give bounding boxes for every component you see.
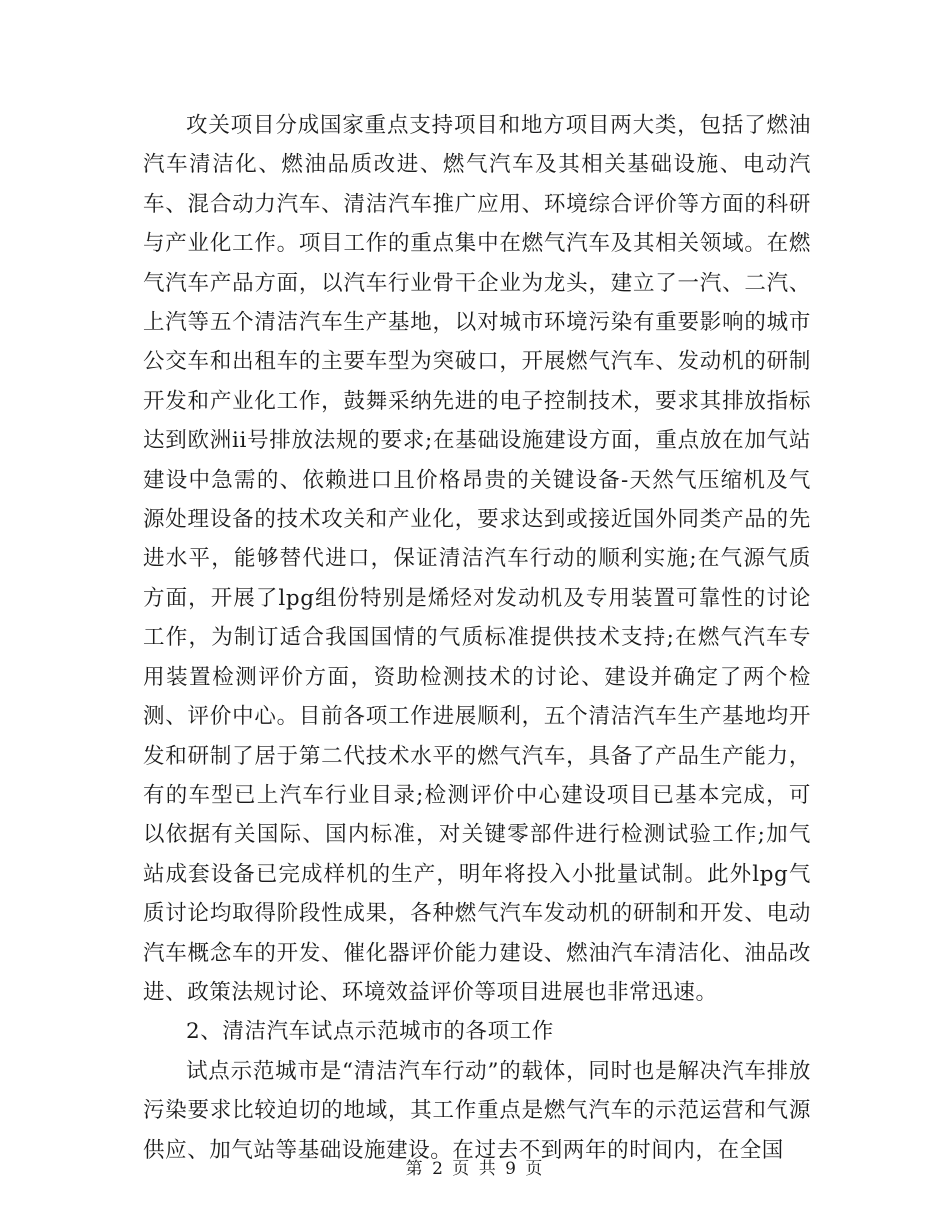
document-body bbox=[143, 106, 811, 1170]
paragraph-2: 试点示范城市是“清洁汽车行动”的载体，同时也是解决汽车排放污染要求比较迫切的地域，其工作重点是燃气汽车的示范运营和气源供应、加气站等基础设施建设。在过去不到两年的时间内，在全国 bbox=[143, 1058, 811, 1163]
page-footer: 第 2 页 共 9 页 bbox=[405, 1159, 545, 1179]
paragraph-1: 攻关项目分成国家重点支持项目和地方项目两大类，包括了燃油汽车清洁化、燃油品质改进、燃气汽车及其相关基础设施、电动汽车、混合动力汽车、清洁汽车推广应用、环境综合评价等方面的科研与产业化工作。项目工作的重点集中在燃气汽车及其相关领域。在燃气汽车产品方面，以汽车行业骨干企业为龙头，建立了一汽、二汽、上汽等五个清洁汽车生产基地，以对城市环境污染有重要影响的城市公交车和出租车的主要车型为突破口，开展燃气汽车、发动机的研制开发和产业化工作，鼓舞采纳先进的电子控制技术，要求其排放指标达到欧洲ii号排放法规的要求;在基础设施建设方面，重点放在加气站建设中急需的、依赖进口且价格昂贵的关键设备-天然气压缩机及气源处理设备的技术攻关和产业化，要求达到或接近国外同类产品的先进水平，能够替代进口，保证清洁汽车行动的顺利实施;在气源气质方面，开展了lpg组份特别是烯烃对发动机及专用装置可靠性的讨论工作，为制订适合我国国情的气质标准提供技术支持;在燃气汽车专用装置检测评价方面，资助检测技术的讨论、建设并确定了两个检测、评价中心。目前各项工作进展顺利，五个清洁汽车生产基地均开发和研制了居于第二代技术水平的燃气汽车，具备了产品生产能力，有的车型已上汽车行业目录;检测评价中心建设项目已基本完成，可以依据有关国际、国内标准，对关键零部件进行检测试验工作;加气站成套设备已完成样机的生产，明年将投入小批量试制。此外lpg气质讨论均取得阶段性成果，各种燃气汽车发动机的研制和开发、电动汽车概念车的开发、催化器评价能力建设、燃油汽车清洁化、油品改进、政策法规讨论、环境效益评价等项目进展也非常迅速。 bbox=[143, 113, 811, 1005]
section-heading: 2、清洁汽车试点示范城市的各项工作 bbox=[186, 1019, 554, 1045]
